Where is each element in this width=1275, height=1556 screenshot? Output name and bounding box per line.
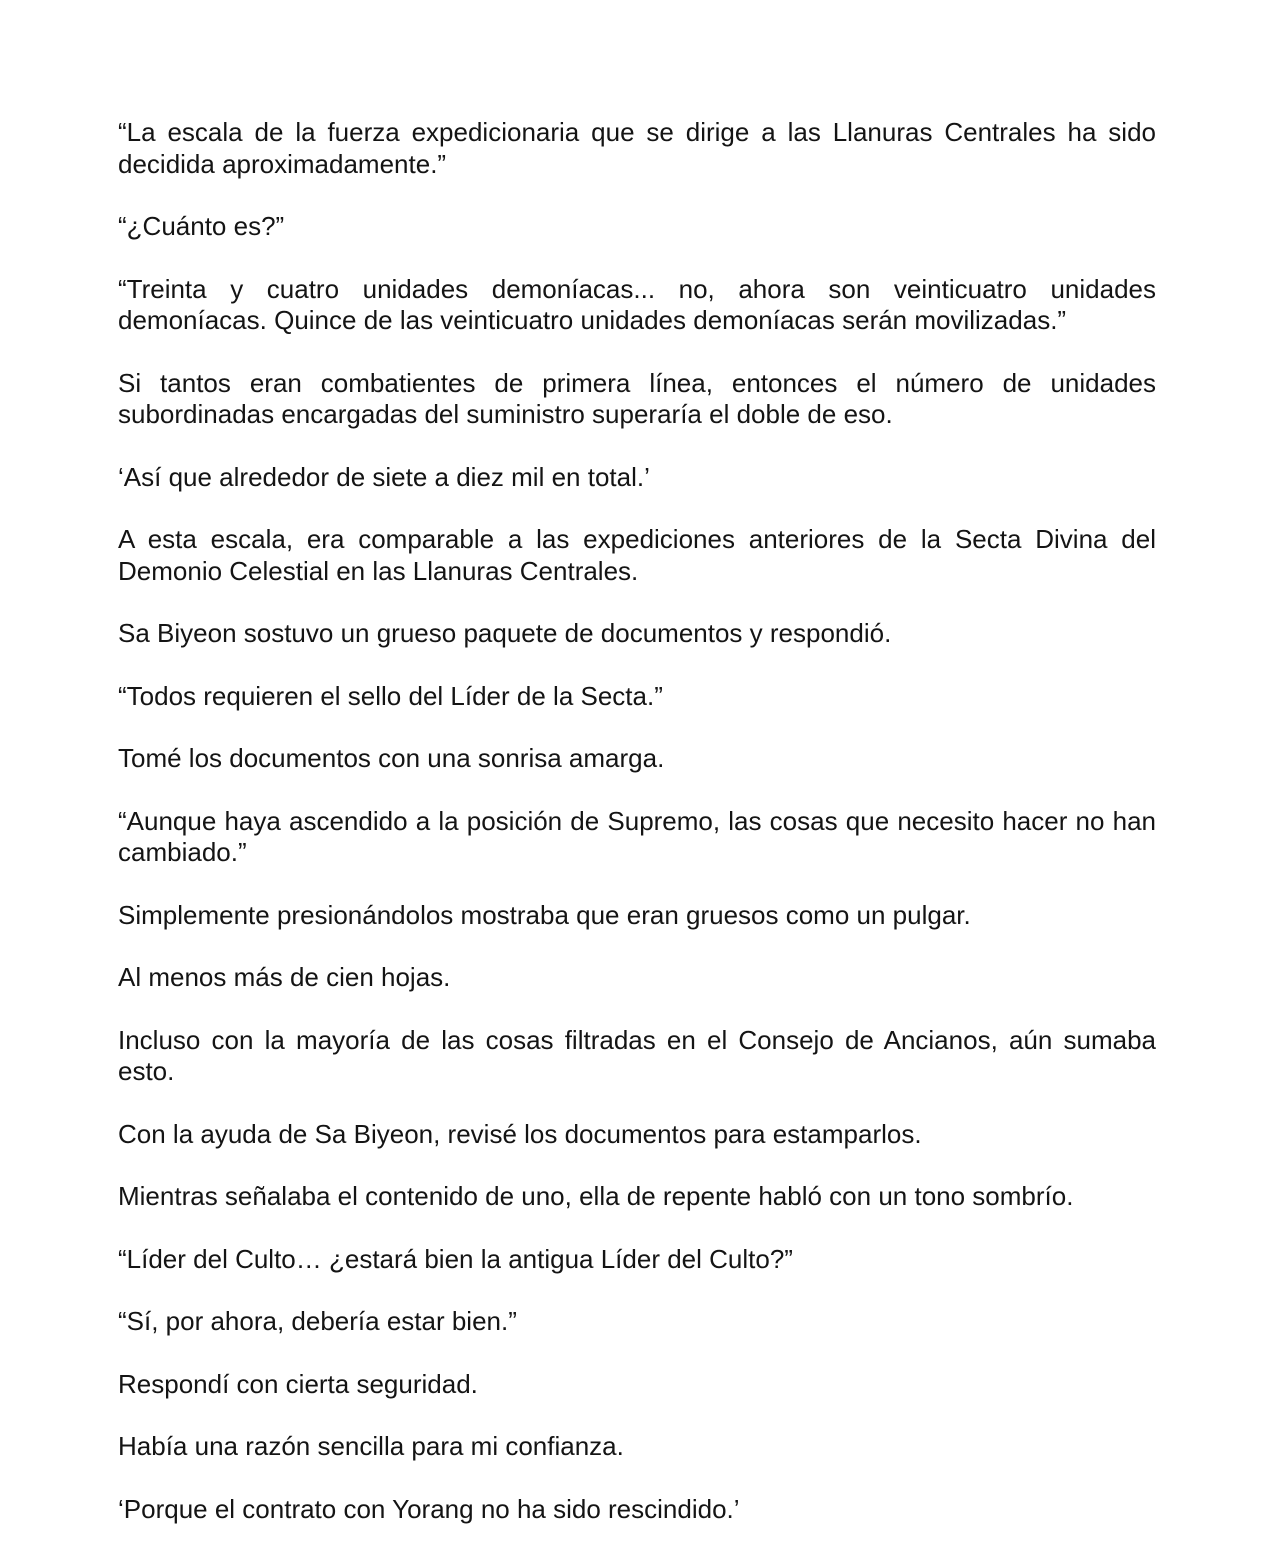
paragraph: “Sí, por ahora, debería estar bien.” (118, 1306, 517, 1336)
paragraph: Incluso con la mayoría de las cosas filtradas en el Consejo de Ancianos, aún sumaba esto. (118, 1024, 1156, 1086)
paragraph: Con la ayuda de Sa Biyeon, revisé los documentos para estamparlos. (118, 1118, 922, 1149)
paragraph: ‘Así que alrededor de siete a diez mil en total.’ (118, 461, 650, 492)
paragraph: ‘Porque el contrato con Yorang no ha sido rescindido.’ (118, 1493, 740, 1524)
paragraph: Mientras señalaba el contenido de uno, ella de repente habló con un tono sombrío. (118, 1181, 1074, 1211)
paragraph: Sa Biyeon sostuvo un grueso paquete de documentos y respondió. (118, 618, 892, 648)
paragraph: Había una razón sencilla para mi confianza. (118, 1431, 624, 1461)
paragraph: “Aunque haya ascendido a la posición de Supremo, las cosas que necesito hacer no han cambiado.” (118, 805, 1156, 867)
paragraph: “¿Cuánto es?” (118, 211, 285, 241)
paragraph: Respondí con cierta seguridad. (118, 1368, 478, 1399)
paragraph: Al menos más de cien hojas. (118, 962, 451, 992)
paragraph: Si tantos eran combatientes de primera línea, entonces el número de unidades subordinadas encargadas del suministro superaría el doble de eso. (118, 367, 1156, 429)
document-page (118, 117, 1156, 1556)
paragraph: “La escala de la fuerza expedicionaria que se dirige a las Llanuras Centrales ha sido decidida aproximadamente.” (118, 117, 1156, 179)
paragraph: “Treinta y cuatro unidades demoníacas... no, ahora son veinticuatro unidades demoníacas. Quince de las veinticuatro unidades demoníacas serán movilizadas.” (118, 273, 1156, 335)
paragraph: Tomé los documentos con una sonrisa amarga. (118, 743, 665, 773)
paragraph: Simplemente presionándolos mostraba que eran gruesos como un pulgar. (118, 899, 971, 930)
paragraph: “Líder del Culto… ¿estará bien la antigua Líder del Culto?” (118, 1243, 793, 1274)
paragraph: “Todos requieren el sello del Líder de la Secta.” (118, 680, 663, 711)
paragraph: A esta escala, era comparable a las expediciones anteriores de la Secta Divina del Demonio Celestial en las Llanuras Centrales. (118, 524, 1156, 586)
